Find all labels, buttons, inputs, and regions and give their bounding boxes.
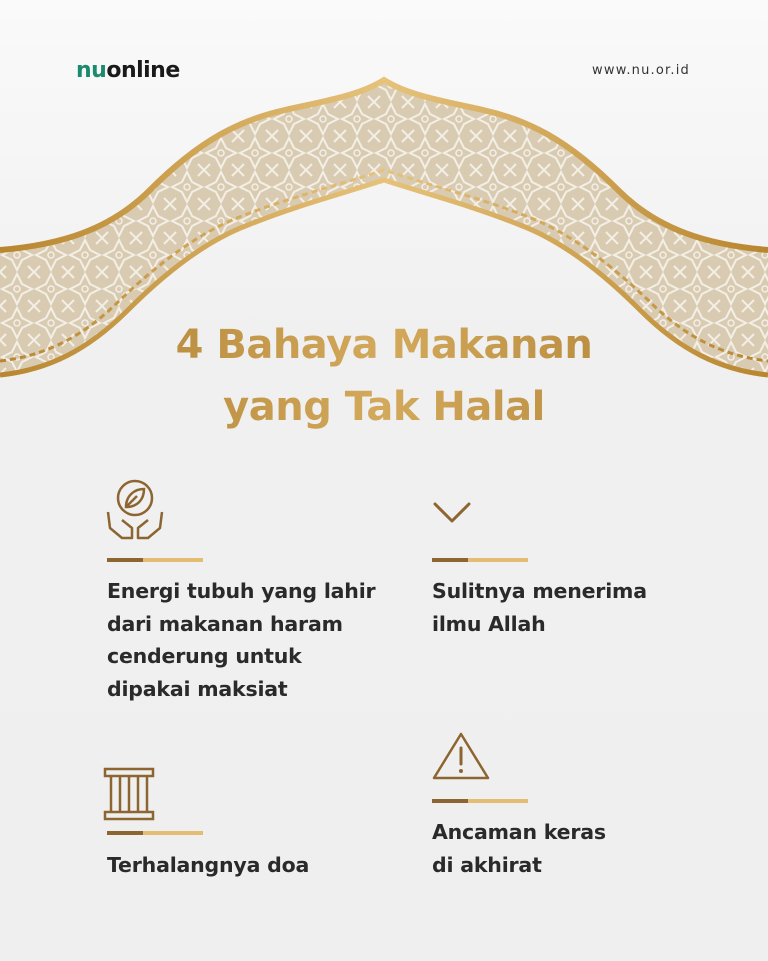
divider-bar-3 xyxy=(107,831,203,835)
point-4-line-1: Ancaman keras xyxy=(432,820,606,844)
point-1-line-3: cenderung untuk xyxy=(107,644,302,668)
point-2-text xyxy=(432,575,732,640)
point-1-line-2: dari makanan haram xyxy=(107,611,343,636)
divider-bar-4 xyxy=(432,799,528,803)
leaf-hands-icon xyxy=(104,476,166,544)
website-url[interactable]: www.nu.or.id xyxy=(592,63,690,78)
point-1-line-1: Energi tubuh yang lahir xyxy=(107,579,376,603)
point-1-line-4: dipakai maksiat xyxy=(107,676,288,701)
point-1-text xyxy=(107,575,407,705)
pillar-icon xyxy=(102,766,156,822)
point-3-line-1: Terhalangnya doa xyxy=(107,853,310,877)
page-title-line2: yang Tak Halal xyxy=(0,384,768,430)
logo-suffix: online xyxy=(106,58,180,83)
point-4-line-2: di akhirat xyxy=(432,852,542,877)
point-3-text xyxy=(107,849,407,882)
point-4-text xyxy=(432,816,732,881)
divider-bar-2 xyxy=(432,558,528,562)
point-2-line-1: Sulitnya menerima xyxy=(432,579,647,603)
page-title-line1: 4 Bahaya Makanan xyxy=(0,322,768,368)
warning-icon xyxy=(430,730,492,782)
point-2-line-2: ilmu Allah xyxy=(432,611,546,636)
nu-online-logo[interactable] xyxy=(76,58,180,83)
chevron-down-icon xyxy=(432,500,472,526)
logo-prefix: nu xyxy=(76,58,107,83)
divider-bar-1 xyxy=(107,558,203,562)
